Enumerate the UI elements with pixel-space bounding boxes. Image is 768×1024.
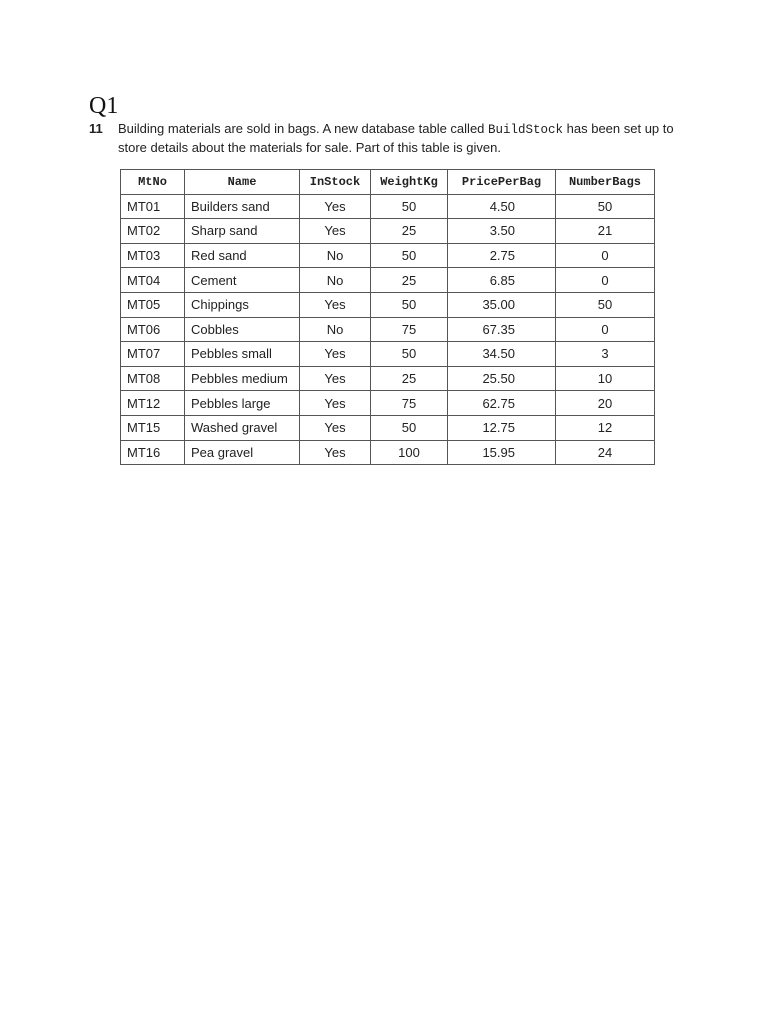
cell-name: Red sand: [185, 243, 300, 268]
header-instock: InStock: [300, 170, 371, 195]
cell-instock: Yes: [300, 440, 371, 465]
cell-bags: 12: [556, 415, 655, 440]
cell-price: 25.50: [448, 366, 556, 391]
cell-weight: 50: [371, 243, 448, 268]
cell-price: 35.00: [448, 292, 556, 317]
cell-bags: 50: [556, 194, 655, 219]
cell-bags: 24: [556, 440, 655, 465]
question-label: Q1: [89, 93, 119, 119]
cell-bags: 21: [556, 219, 655, 244]
cell-name: Chippings: [185, 292, 300, 317]
cell-price: 15.95: [448, 440, 556, 465]
cell-weight: 50: [371, 292, 448, 317]
cell-instock: No: [300, 268, 371, 293]
cell-instock: Yes: [300, 292, 371, 317]
cell-bags: 3: [556, 342, 655, 367]
cell-price: 2.75: [448, 243, 556, 268]
table-row: [121, 391, 655, 416]
buildstock-table: [120, 169, 655, 465]
table-row: [121, 440, 655, 465]
table-row: [121, 366, 655, 391]
cell-weight: 100: [371, 440, 448, 465]
cell-instock: No: [300, 317, 371, 342]
table-row: [121, 342, 655, 367]
cell-name: Pebbles small: [185, 342, 300, 367]
cell-mtno: MT06: [121, 317, 185, 342]
cell-price: 4.50: [448, 194, 556, 219]
cell-bags: 0: [556, 243, 655, 268]
cell-price: 62.75: [448, 391, 556, 416]
cell-mtno: MT15: [121, 415, 185, 440]
cell-name: Pea gravel: [185, 440, 300, 465]
cell-instock: Yes: [300, 342, 371, 367]
table-row: [121, 219, 655, 244]
question-number: 11: [89, 121, 103, 136]
cell-instock: Yes: [300, 219, 371, 244]
cell-weight: 75: [371, 317, 448, 342]
cell-instock: Yes: [300, 415, 371, 440]
table-row: [121, 292, 655, 317]
cell-name: Sharp sand: [185, 219, 300, 244]
header-bags: NumberBags: [556, 170, 655, 195]
cell-price: 67.35: [448, 317, 556, 342]
question-text: [89, 120, 679, 156]
table-header-row: [121, 170, 655, 195]
cell-mtno: MT07: [121, 342, 185, 367]
cell-instock: Yes: [300, 194, 371, 219]
cell-price: 6.85: [448, 268, 556, 293]
cell-instock: No: [300, 243, 371, 268]
cell-bags: 20: [556, 391, 655, 416]
cell-mtno: MT02: [121, 219, 185, 244]
table-row: [121, 317, 655, 342]
cell-name: Cement: [185, 268, 300, 293]
cell-mtno: MT04: [121, 268, 185, 293]
cell-weight: 50: [371, 194, 448, 219]
table-row: [121, 243, 655, 268]
cell-name: Washed gravel: [185, 415, 300, 440]
cell-bags: 10: [556, 366, 655, 391]
header-name: Name: [185, 170, 300, 195]
cell-bags: 50: [556, 292, 655, 317]
table-body: [121, 194, 655, 465]
cell-name: Cobbles: [185, 317, 300, 342]
cell-name: Builders sand: [185, 194, 300, 219]
header-mtno: MtNo: [121, 170, 185, 195]
table-row: [121, 268, 655, 293]
question-line-2: store details about the materials for sale. Part of this table is given.: [118, 140, 501, 155]
table-name-code: BuildStock: [488, 123, 564, 137]
question-text-part-1: Building materials are sold in bags. A new database table called: [118, 121, 489, 136]
cell-price: 12.75: [448, 415, 556, 440]
cell-mtno: MT16: [121, 440, 185, 465]
cell-instock: Yes: [300, 391, 371, 416]
question-line-1: [89, 120, 679, 139]
cell-bags: 0: [556, 317, 655, 342]
cell-weight: 75: [371, 391, 448, 416]
cell-weight: 50: [371, 342, 448, 367]
cell-mtno: MT01: [121, 194, 185, 219]
cell-price: 3.50: [448, 219, 556, 244]
cell-weight: 25: [371, 219, 448, 244]
cell-mtno: MT12: [121, 391, 185, 416]
cell-instock: Yes: [300, 366, 371, 391]
cell-mtno: MT05: [121, 292, 185, 317]
table-row: [121, 415, 655, 440]
cell-name: Pebbles medium: [185, 366, 300, 391]
cell-name: Pebbles large: [185, 391, 300, 416]
question-text-part-2: has been set up to: [563, 121, 674, 136]
cell-weight: 50: [371, 415, 448, 440]
table-row: [121, 194, 655, 219]
cell-mtno: MT08: [121, 366, 185, 391]
header-weight: WeightKg: [371, 170, 448, 195]
cell-weight: 25: [371, 366, 448, 391]
cell-mtno: MT03: [121, 243, 185, 268]
header-price: PricePerBag: [448, 170, 556, 195]
cell-bags: 0: [556, 268, 655, 293]
cell-weight: 25: [371, 268, 448, 293]
cell-price: 34.50: [448, 342, 556, 367]
